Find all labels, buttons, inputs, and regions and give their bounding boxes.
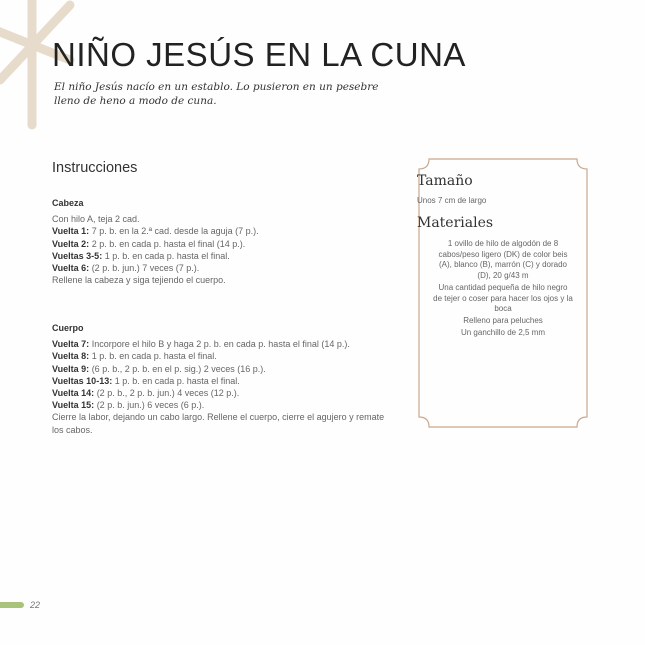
cabeza-section xyxy=(52,197,392,286)
instruction-line xyxy=(52,363,392,375)
round-text: (2 p. b. jun.) 6 veces (6 p.). xyxy=(94,400,205,411)
round-text: 7 p. b. en la 2.ª cad. desde la aguja (7 p.). xyxy=(89,226,259,237)
instruction-line xyxy=(52,238,392,250)
instruction-line xyxy=(52,262,392,274)
page-title: NIÑO JESÚS EN LA CUNA xyxy=(52,36,466,73)
round-label: Vuelta 15: xyxy=(52,400,95,411)
materials-box xyxy=(417,157,589,429)
round-text: Rellene la cabeza y siga tejiendo el cuerpo. xyxy=(52,275,226,286)
round-label: Vueltas 10-13: xyxy=(52,375,113,386)
round-text: Con hilo A, teja 2 cad. xyxy=(52,214,140,225)
instructions-heading: Instrucciones xyxy=(52,160,138,176)
round-text: 1 p. b. en cada p. hasta el final. xyxy=(112,375,240,386)
page-subtitle: El niño Jesús nacío en un establo. Lo pusieron en un pesebre lleno de heno a modo de cuna. xyxy=(54,81,379,107)
instruction-line xyxy=(52,274,392,286)
round-text: 1 p. b. en cada p. hasta el final. xyxy=(102,250,230,261)
round-label: Vuelta 7: xyxy=(52,339,90,350)
cuerpo-lines xyxy=(52,338,392,436)
round-label: Vueltas 3-5: xyxy=(52,250,103,261)
round-text: (2 p. b., 2 p. b. jun.) 4 veces (12 p.). xyxy=(94,388,240,399)
round-text: 1 p. b. en cada p. hasta el final. xyxy=(89,351,217,362)
instruction-line xyxy=(52,387,392,399)
instruction-line xyxy=(52,250,392,262)
cabeza-heading: Cabeza xyxy=(52,198,84,208)
round-label: Vuelta 9: xyxy=(52,363,90,374)
round-label: Vuelta 14: xyxy=(52,388,95,399)
round-text: Cierre la labor, dejando un cabo largo. Rellene el cuerpo, cierre el agujero y remate los cabos. xyxy=(52,412,385,435)
round-label: Vuelta 1: xyxy=(52,226,90,237)
round-label: Vuelta 2: xyxy=(52,238,90,249)
round-label: Vuelta 8: xyxy=(52,351,90,362)
instruction-line xyxy=(52,375,392,387)
round-text: Incorpore el hilo B y haga 2 p. b. en cada p. hasta el final (14 p.). xyxy=(89,339,350,350)
instruction-line xyxy=(52,411,392,435)
instruction-line xyxy=(52,350,392,362)
instruction-line xyxy=(52,213,392,225)
cabeza-lines xyxy=(52,213,392,286)
instruction-line xyxy=(52,225,392,237)
round-text: 2 p. b. en cada p. hasta el final (14 p.). xyxy=(89,238,246,249)
round-text: (6 p. b., 2 p. b. en el p. sig.) 2 veces (16 p.). xyxy=(89,363,266,374)
round-text: (2 p. b. jun.) 7 veces (7 p.). xyxy=(89,263,200,274)
page-tab-marker xyxy=(0,602,24,608)
materials-heading: Materiales xyxy=(417,215,494,231)
material-item: Una cantidad pequeña de hilo negro de tejer o coser para hacer los ojos y la boca xyxy=(433,282,573,314)
instruction-line xyxy=(52,399,392,411)
cuerpo-section xyxy=(52,322,392,436)
instruction-line xyxy=(52,338,392,350)
size-heading: Tamaño xyxy=(417,173,473,189)
material-item: Un ganchillo de 2,5 mm xyxy=(460,327,546,337)
material-item: 1 ovillo de hilo de algodón de 8 cabos/peso ligero (DK) de color beis (A), blanco (B), marrón (C) y dorado (D), 20 g/43 m xyxy=(438,239,568,281)
round-label: Vuelta 6: xyxy=(52,263,90,274)
cuerpo-heading: Cuerpo xyxy=(52,323,84,333)
page-number: 22 xyxy=(30,600,41,610)
material-item: Relleno para peluches xyxy=(463,315,543,325)
materials-list xyxy=(433,239,573,339)
size-text: Unos 7 cm de largo xyxy=(417,196,487,205)
